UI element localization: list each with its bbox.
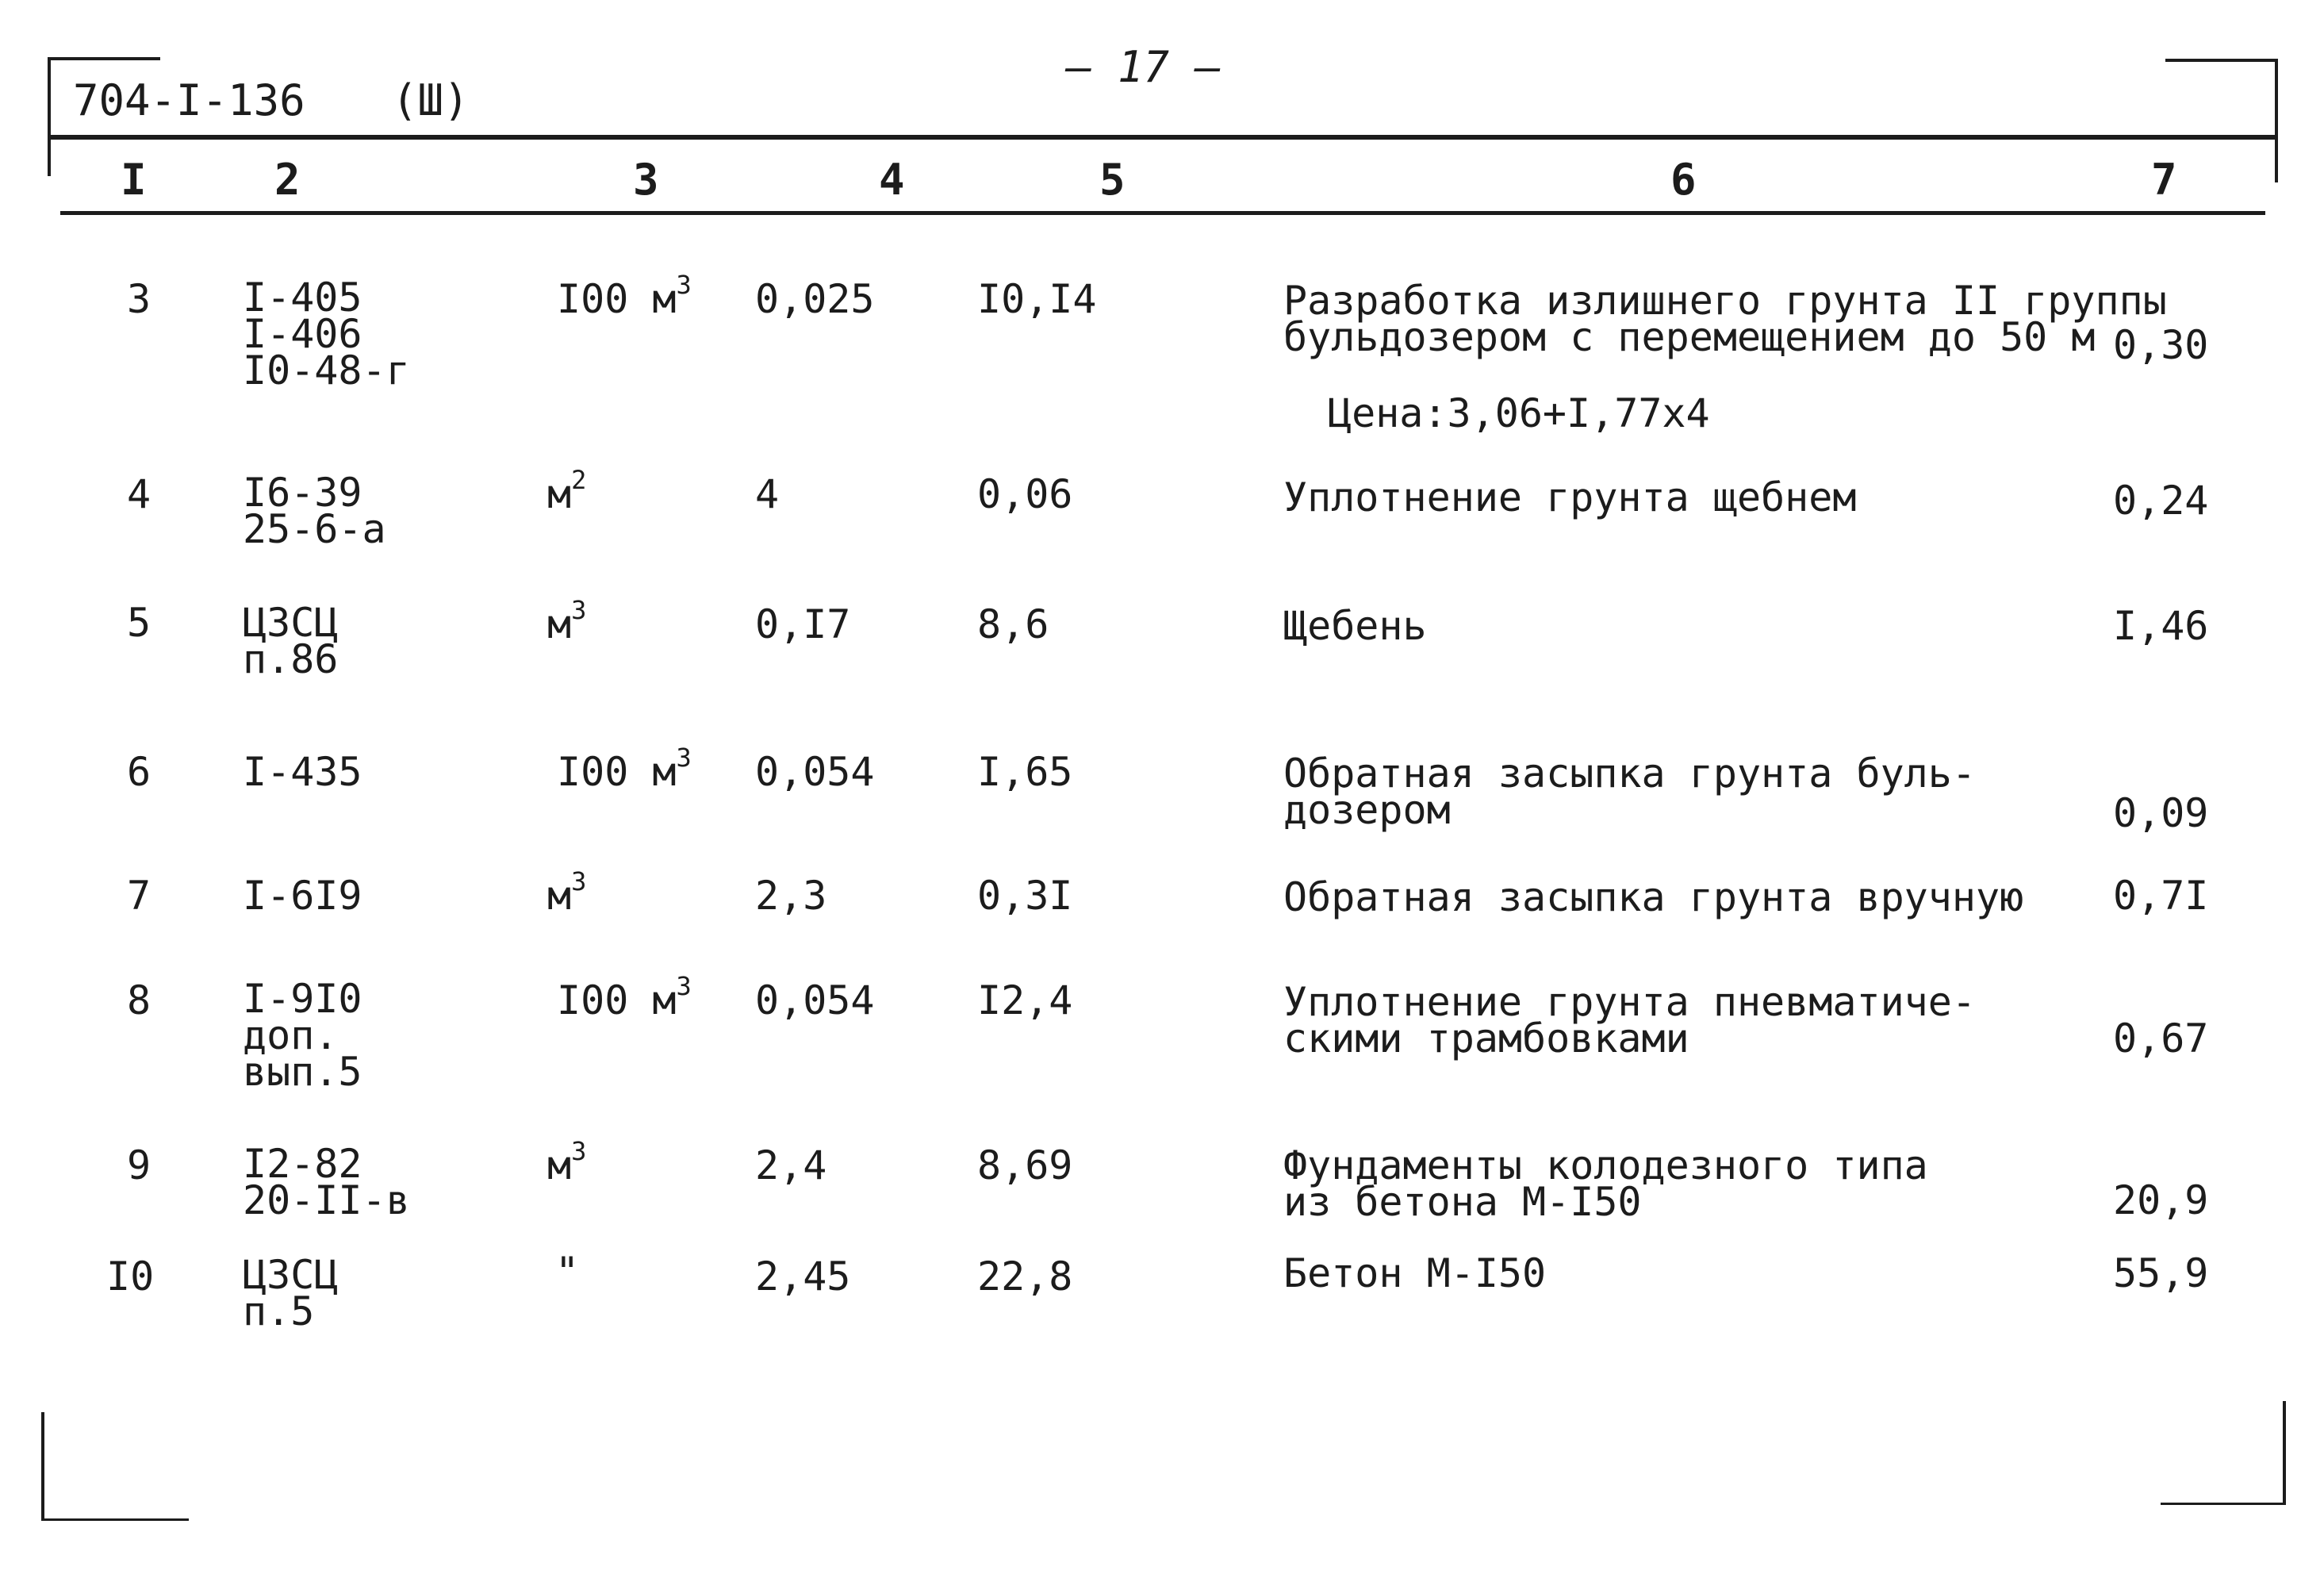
row-total: 0,09 [2113, 790, 2209, 836]
frame-right-bottom [2283, 1401, 2286, 1504]
row-description [1283, 1250, 1547, 1296]
unit-text: I00 м [557, 276, 677, 322]
row-quantity: 0,025 [755, 276, 875, 322]
frame-left-bottom [41, 1412, 44, 1520]
unit-text: м [547, 1142, 572, 1188]
reference-line: I2-82 [243, 1141, 362, 1187]
row-unit [557, 270, 692, 322]
reference-line: п.5 [243, 1288, 315, 1334]
description-line: Уплотнение грунта пневматиче- [1283, 979, 1976, 1025]
row-reference [243, 600, 339, 682]
row-unit [557, 971, 692, 1023]
row-description [1283, 474, 1857, 520]
row-unit [547, 1136, 587, 1188]
column-header-1: I [121, 155, 147, 205]
description-line: Обратная засыпка грунта вручную [1283, 874, 2024, 920]
row-unit [547, 866, 587, 919]
row-price: I,65 [977, 749, 1073, 795]
description-line: Щебень [1283, 603, 1427, 649]
unit-text: I00 м [557, 749, 677, 795]
row-price-note: Цена:3,06+I,77х4 [1328, 390, 1710, 436]
reference-line: 25-6-а [243, 506, 386, 552]
row-description [1283, 751, 1976, 833]
reference-line: I0-48-г [243, 347, 410, 394]
reference-line: 20-II-в [243, 1177, 410, 1223]
frame-bottom-left [41, 1518, 189, 1521]
description-line: Уплотнение грунта щебнем [1283, 474, 1857, 520]
page-number: — 17 — [1066, 42, 1221, 92]
row-number: 8 [127, 977, 151, 1023]
row-total: 0,30 [2113, 322, 2209, 368]
reference-line: I6-39 [243, 470, 362, 516]
reference-line: п.86 [243, 636, 339, 682]
unit-power: 3 [571, 866, 587, 897]
row-quantity: 2,4 [755, 1142, 827, 1188]
description-line: бульдозером с перемещением до 50 м [1283, 314, 2096, 360]
row-description [1283, 278, 2167, 360]
unit-power: 3 [676, 270, 692, 301]
unit-power: 2 [571, 465, 587, 496]
row-total: 0,67 [2113, 1015, 2209, 1061]
row-reference [243, 749, 362, 795]
column-header-4: 4 [879, 155, 905, 205]
unit-text: м [547, 471, 572, 517]
row-quantity: 4 [755, 471, 780, 517]
reference-line: ЦЗСЦ [243, 1252, 339, 1298]
reference-line: I-435 [243, 749, 362, 795]
row-number: 4 [127, 471, 151, 517]
row-unit [557, 743, 692, 795]
description-line: Обратная засыпка грунта буль- [1283, 751, 1976, 797]
row-quantity: 0,I7 [755, 601, 851, 647]
row-price: 8,69 [977, 1142, 1073, 1188]
row-quantity: 0,054 [755, 977, 875, 1023]
row-quantity: 2,45 [755, 1253, 851, 1300]
reference-line: I-6I9 [243, 873, 362, 919]
reference-line: I-405 [243, 274, 362, 321]
description-line: из бетона М-I50 [1283, 1179, 1642, 1225]
row-total: 0,24 [2113, 478, 2209, 524]
row-price: I2,4 [977, 977, 1073, 1023]
row-number: 9 [127, 1142, 151, 1188]
row-total: 20,9 [2113, 1177, 2209, 1223]
description-line: Бетон М-I50 [1283, 1250, 1547, 1296]
description-line: Фундаменты колодезного типа [1283, 1142, 1928, 1188]
column-header-6: 6 [1670, 155, 1697, 205]
row-quantity: 2,3 [755, 873, 827, 919]
row-reference [243, 1252, 339, 1334]
frame-top-right [2165, 59, 2278, 62]
column-header-3: 3 [633, 155, 659, 205]
frame-top-left [49, 57, 160, 60]
document-section: (Ш) [392, 75, 470, 125]
header-line-bottom [60, 211, 2265, 215]
column-header-2: 2 [274, 155, 301, 205]
row-price: 8,6 [977, 601, 1049, 647]
unit-power: 3 [676, 743, 692, 774]
row-price: 0,06 [977, 471, 1073, 517]
unit-power: 3 [571, 1136, 587, 1167]
column-header-5: 5 [1099, 155, 1126, 205]
unit-text: " [555, 1249, 580, 1295]
frame-right-top [2275, 59, 2278, 182]
unit-text: м [547, 601, 572, 647]
row-description [1283, 603, 1427, 649]
row-reference [243, 873, 362, 919]
row-total: 0,7I [2113, 873, 2209, 919]
row-description [1283, 874, 2024, 920]
row-number: 6 [127, 749, 151, 795]
row-unit [547, 465, 587, 517]
header-line-top [48, 135, 2278, 140]
description-line: Разработка излишнего грунта II группы [1283, 278, 2167, 324]
row-quantity: 0,054 [755, 749, 875, 795]
row-price: 0,3I [977, 873, 1073, 919]
row-unit [555, 1249, 580, 1295]
row-number: I0 [106, 1253, 155, 1300]
frame-bottom-right [2161, 1503, 2286, 1505]
unit-power: 3 [676, 971, 692, 1002]
row-reference [243, 470, 386, 552]
description-line: дозером [1283, 787, 1451, 833]
reference-line: I-9I0 [243, 976, 362, 1022]
row-unit [547, 595, 587, 647]
unit-text: I00 м [557, 977, 677, 1023]
reference-line: I-406 [243, 311, 362, 357]
row-total: I,46 [2113, 603, 2209, 649]
row-reference [243, 1141, 410, 1223]
description-line: скими трамбовками [1283, 1015, 1689, 1061]
row-description [1283, 1142, 1928, 1225]
reference-line: доп. [243, 1012, 339, 1058]
reference-line: вып.5 [243, 1049, 362, 1095]
row-reference [243, 976, 362, 1095]
row-number: 3 [127, 276, 151, 322]
column-header-7: 7 [2151, 155, 2177, 205]
unit-power: 3 [571, 595, 587, 626]
row-description [1283, 979, 1976, 1061]
frame-left-top [48, 57, 51, 176]
row-number: 5 [127, 600, 151, 646]
unit-text: м [547, 873, 572, 919]
row-number: 7 [127, 873, 151, 919]
reference-line: ЦЗСЦ [243, 600, 339, 646]
row-total: 55,9 [2113, 1250, 2209, 1296]
document-code: 704-I-136 [73, 75, 305, 125]
row-reference [243, 274, 410, 394]
row-price: I0,I4 [977, 276, 1097, 322]
row-price: 22,8 [977, 1253, 1073, 1300]
